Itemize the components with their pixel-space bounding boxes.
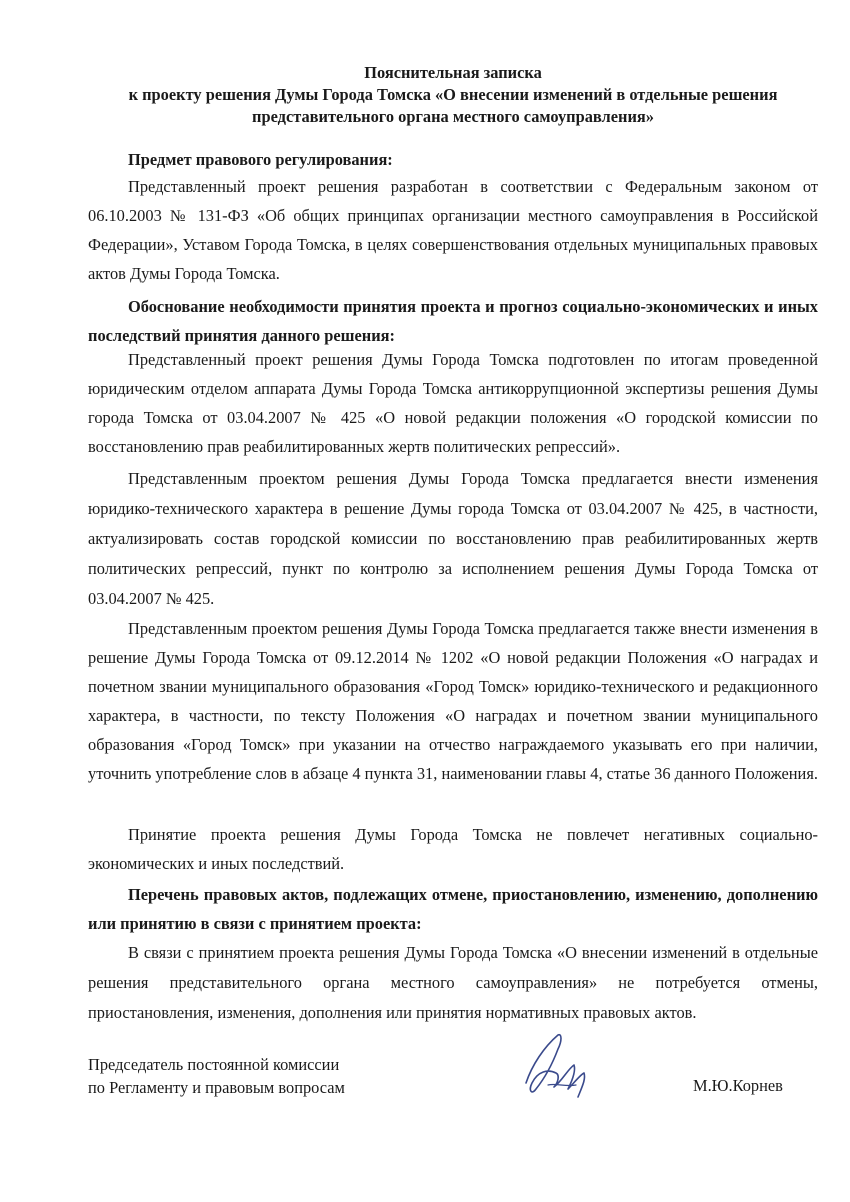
handwritten-signature [518,1025,608,1105]
signatory-position-line-2: по Регламенту и правовым вопросам [88,1078,345,1097]
document-title-line-2: к проекту решения Думы Города Томска «О внесении изменений в отдельные решения [128,85,778,104]
paragraph-justification-2: Представленным проектом решения Думы Города Томска предлагается внести изменения юридико-технического характера в решение Думы города Томска от 03.04.2007 № 425, в частности, актуализировать состав городской комиссии по восстановлению прав реабилитированных жертв политических репрессий, пункт по контролю за исполнением решения Думы Города Томска от 03.04.2007 № 425. [88,469,818,608]
section-heading-subject: Предмет правового регулирования: [128,150,393,169]
paragraph-justification-3: Представленным проектом решения Думы Города Томска предлагается также внести изменения в решение Думы Города Томска от 09.12.2014 № 1202 «О новой редакции Положения «О наградах и почетном звании муниципального образования «Город Томск» юридико-технического и редакционного характера, в частности, по тексту Положения «О наградах и почетном звании муниципального образования «Город Томск» при указании на отчество награждаемого указывать его при наличии, уточнить употребление слов в абзаце 4 пункта 31, наименовании главы 4, статье 36 данного Положения. [88,619,818,783]
section-heading-acts-block [88,880,818,938]
signatory-position-line-1: Председатель постоянной комиссии [88,1055,340,1074]
paragraph-justification-4: Принятие проекта решения Думы Города Томска не повлечет негативных социально-экономических и иных последствий. [88,825,818,873]
signer-name: М.Ю.Корнев [693,1076,783,1095]
paragraph-justification-1: Представленный проект решения Думы Города Томска подготовлен по итогам проведенной юридическим отделом аппарата Думы Города Томска антикоррупционной экспертизы решения Думы города Томска от 03.04.2007 № 425 «О новой редакции положения «О городской комиссии по восстановлению прав реабилитированных жертв политических репрессий». [88,350,818,456]
paragraph-subject: Представленный проект решения разработан в соответствии с Федеральным законом от 06.10.2003 № 131-ФЗ «Об общих принципах организации местного самоуправления в Российской Федерации», Уставом Города Томска, в целях совершенствования отдельных муниципальных правовых актов Думы Города Томска. [88,177,818,283]
document-title-line-3: представительного органа местного самоуправления» [252,107,654,126]
signatory-position [88,1053,345,1099]
section-heading-justification: Обоснование необходимости принятия проекта и прогноз социально-экономических и иных последствий принятия данного решения: [88,297,818,345]
section-heading-acts: Перечень правовых актов, подлежащих отмене, приостановлению, изменению, дополнению или принятию в связи с принятием проекта: [88,885,818,933]
document-title-line-1: Пояснительная записка [364,63,542,82]
paragraph-acts: В связи с принятием проекта решения Думы Города Томска «О внесении изменений в отдельные решения представительного органа местного самоуправления» не потребуется отмены, приостановления, изменения, дополнения или принятия нормативных правовых актов. [88,943,818,1022]
section-heading-justification-block [88,292,818,350]
